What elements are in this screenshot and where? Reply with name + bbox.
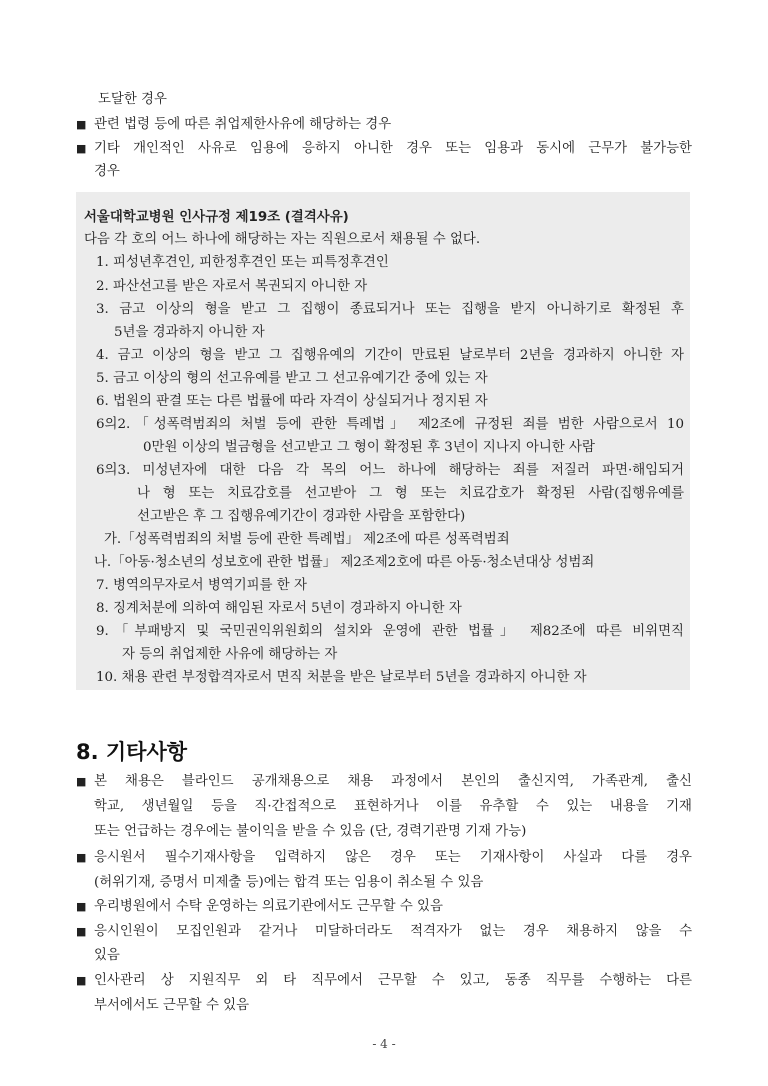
bullet-text-continued: 경우 (94, 164, 120, 179)
section-bullet-text: 인사관리 상 지원직무 외 타 직무에서 근무할 수 있고, 동종 직무를 수행하는 다른 (94, 973, 692, 988)
section-bullet-text-continued: 학교, 생년월일 등을 직·간접적으로 표현하거나 이를 유추할 수 있는 내용을 기재 (94, 799, 692, 814)
bullet-marker: ■ (76, 900, 87, 913)
section-bullet-text: 본 채용은 블라인드 공개채용으로 채용 과정에서 본인의 출신지역, 가족관계, 출신 (94, 774, 692, 789)
regulation-item-continued: 0만원 이상의 벌금형을 선고받고 그 형이 확정된 후 3년이 지나지 아니한 사람 (143, 440, 595, 455)
bullet-text: 관련 법령 등에 따른 취업제한사유에 해당하는 경우 (94, 117, 392, 132)
bullet-marker: ■ (76, 142, 87, 155)
section-bullet-text-continued: 또는 언급하는 경우에는 불이익을 받을 수 있음 (단, 경력기관명 기재 가능) (94, 824, 527, 839)
bullet-text: 기타 개인적인 사유로 임용에 응하지 아니한 경우 또는 임용과 동시에 근무가 불가능한 (94, 141, 692, 156)
regulation-item: 6의2.「성폭력범죄의 처벌 등에 관한 특례법」 제2조에 규정된 죄를 범한 사람으로서 10 (96, 417, 684, 432)
section-heading: 8. 기타사항 (76, 740, 188, 764)
regulation-item: 5. 금고 이상의 형의 선고유예를 받고 그 선고유예기간 중에 있는 자 (96, 371, 488, 386)
section-bullet-text: 우리병원에서 수탁 운영하는 의료기관에서도 근무할 수 있음 (94, 899, 443, 914)
bullet-marker: ■ (76, 925, 87, 938)
regulation-item-continued: 나 형 또는 치료감호를 선고받아 그 형 또는 치료감호가 확정된 사람(집행유예를 (137, 486, 684, 501)
bullet-marker: ■ (76, 775, 87, 788)
bullet-marker: ■ (76, 118, 87, 131)
regulation-intro: 다음 각 호의 어느 하나에 해당하는 자는 직원으로서 채용될 수 없다. (84, 232, 481, 247)
regulation-item: 7. 병역의무자로서 병역기피를 한 자 (96, 578, 307, 593)
bullet-marker: ■ (76, 974, 87, 987)
regulation-item-continued: 5년을 경과하지 아니한 자 (114, 325, 265, 340)
page-number: - 4 - (372, 1037, 396, 1051)
regulation-item: 4. 금고 이상의 형을 받고 그 집행유예의 기간이 만료된 날로부터 2년을 경과하지 아니한 자 (96, 348, 684, 363)
section-bullet-text-continued: 부서에서도 근무할 수 있음 (94, 998, 250, 1013)
section-bullet-text: 응시인원이 모집인원과 같거나 미달하더라도 적격자가 없는 경우 채용하지 않을 수 (94, 924, 692, 939)
regulation-subitem: 나.「아동·청소년의 성보호에 관한 법률」 제2조제2호에 따른 아동·청소년대상 성범죄 (94, 555, 595, 570)
regulation-title: 서울대학교병원 인사규정 제19조 (결격사유) (84, 210, 349, 225)
continuation-text: 도달한 경우 (98, 92, 167, 107)
section-bullet-text-continued: (허위기재, 증명서 미제출 등)에는 합격 또는 임용이 취소될 수 있음 (94, 875, 484, 890)
section-bullet-text-continued: 있음 (94, 948, 120, 963)
regulation-item: 2. 파산선고를 받은 자로서 복권되지 아니한 자 (96, 279, 368, 294)
regulation-item: 10. 채용 관련 부정합격자로서 면직 처분을 받은 날로부터 5년을 경과하지 아니한 자 (96, 670, 587, 685)
regulation-item-continued: 선고받은 후 그 집행유예기간이 경과한 사람을 포함한다) (137, 509, 466, 524)
regulation-subitem: 가.「성폭력범죄의 처벌 등에 관한 특례법」 제2조에 따른 성폭력범죄 (104, 532, 510, 547)
regulation-item: 6. 법원의 판결 또는 다른 법률에 따라 자격이 상실되거나 정지된 자 (96, 394, 488, 409)
regulation-item: 8. 징계처분에 의하여 해임된 자로서 5년이 경과하지 아니한 자 (96, 601, 462, 616)
section-bullet-text: 응시원서 필수기재사항을 입력하지 않은 경우 또는 기재사항이 사실과 다를 경우 (94, 850, 692, 865)
regulation-item: 3. 금고 이상의 형을 받고 그 집행이 종료되거나 또는 집행을 받지 아니하기로 확정된 후 (96, 302, 684, 317)
regulation-item: 6의3. 미성년자에 대한 다음 각 목의 어느 하나에 해당하는 죄를 저질러 파면·해임되거 (96, 463, 684, 478)
regulation-item-continued: 자 등의 취업제한 사유에 해당하는 자 (122, 647, 338, 662)
bullet-marker: ■ (76, 851, 87, 864)
regulation-item: 1. 피성년후견인, 피한정후견인 또는 피특정후견인 (96, 255, 389, 270)
regulation-item: 9.「부패방지 및 국민권익위원회의 설치와 운영에 관한 법률」 제82조에 따른 비위면직 (96, 624, 684, 639)
